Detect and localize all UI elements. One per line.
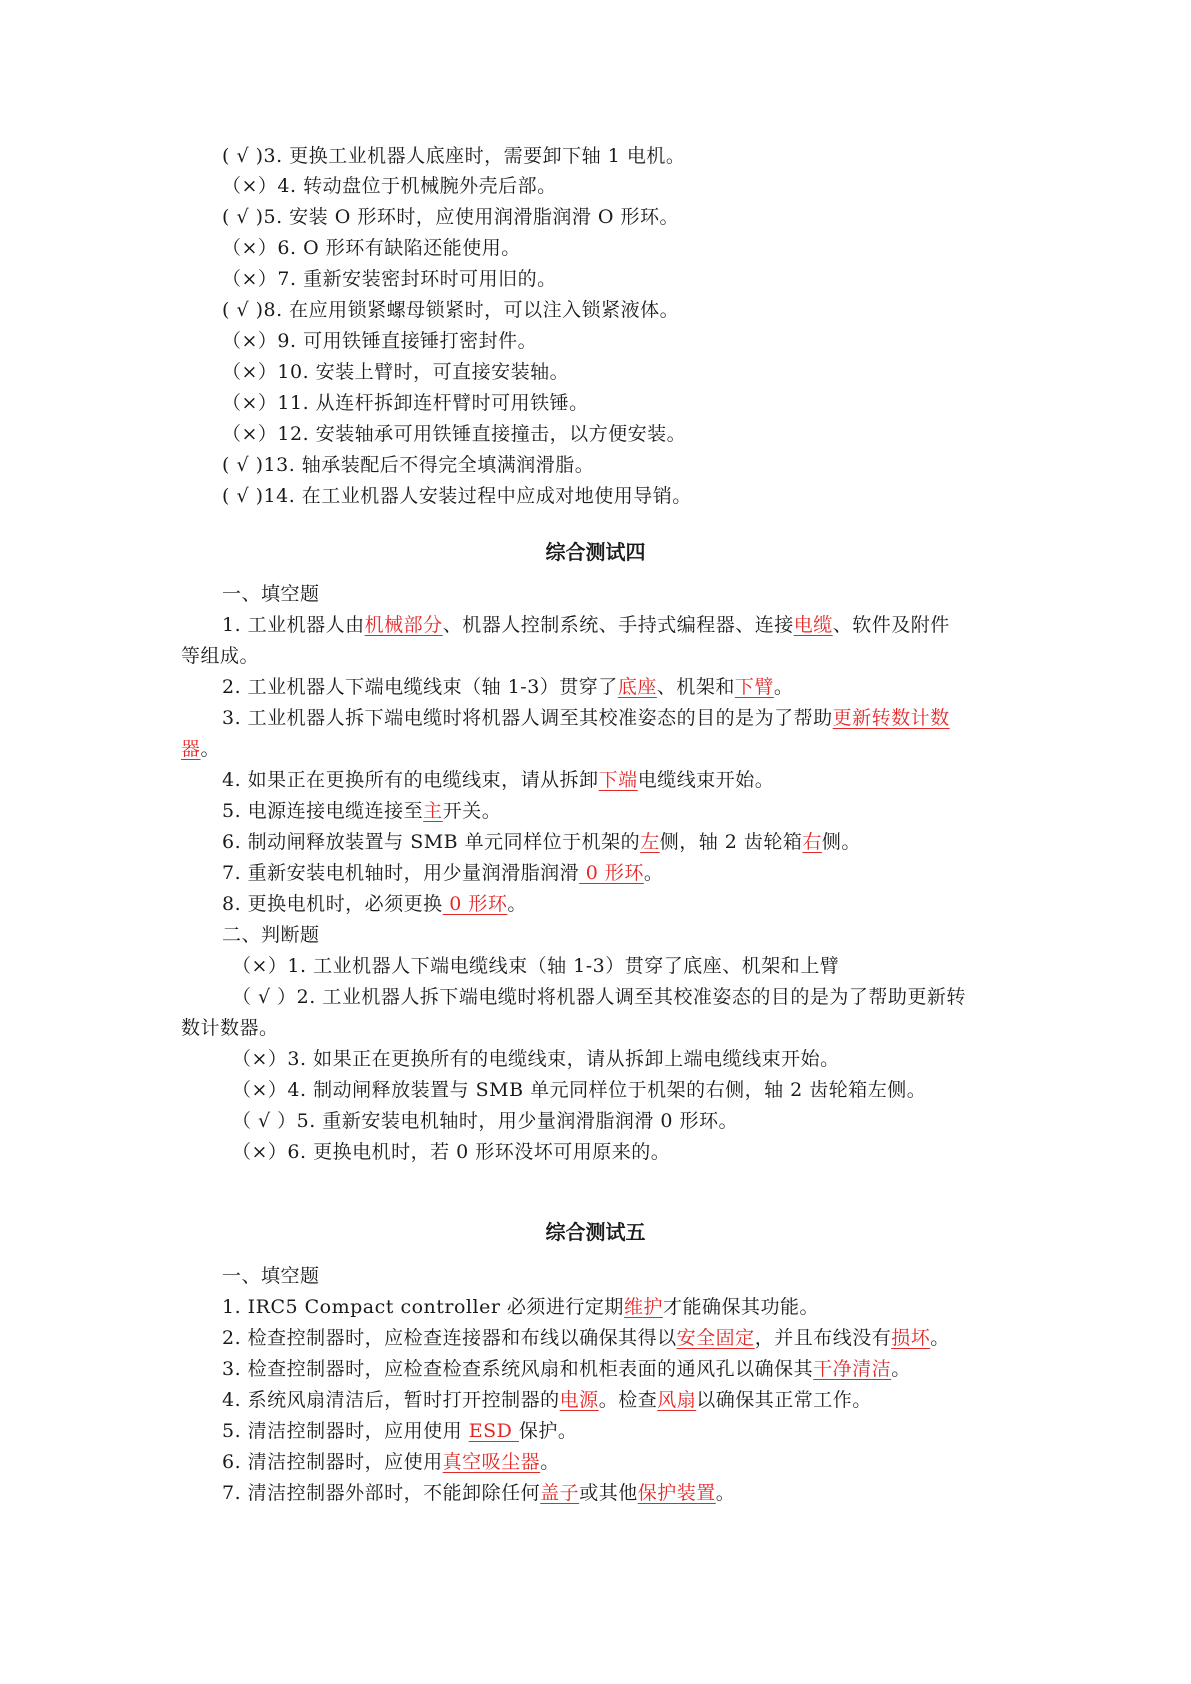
line-text: 侧。: [821, 831, 861, 853]
answer-text: 主: [423, 800, 443, 822]
answer-text: 损坏: [891, 1327, 931, 1349]
test4-fill-6: [222, 830, 861, 854]
line-text: （×）6. O 形环有缺陷还能使用。: [222, 237, 521, 259]
answer-text: ESD: [468, 1420, 519, 1442]
answer-text: 电源: [559, 1389, 599, 1411]
judge-item-4: [222, 174, 557, 198]
judge-item-12: [222, 422, 686, 446]
line-text: （×）4. 转动盘位于机械腕外壳后部。: [222, 175, 557, 197]
judge-item-5: [222, 205, 679, 229]
answer-text: 保护装置: [637, 1482, 716, 1504]
judge-item-13: [222, 453, 594, 477]
test4-judge-6: [232, 1140, 670, 1164]
test5-fill-1: [222, 1295, 819, 1319]
line-text: ( √ )13. 轴承装配后不得完全填满润滑脂。: [222, 454, 595, 476]
test4-fill-3: [222, 706, 950, 730]
line-text: （ √ ）2. 工业机器人拆下端电缆时将机器人调至其校准姿态的目的是为了帮助更新转: [232, 986, 966, 1008]
line-text: 8. 更换电机时，必须更换: [222, 893, 443, 915]
answer-text: 0 形环: [442, 893, 508, 915]
line-text: 。: [715, 1482, 736, 1504]
line-text: 。: [507, 893, 527, 915]
test4-fill-2: [222, 675, 793, 699]
line-text: （×）4. 制动闸释放装置与 SMB 单元同样位于机架的右侧，轴 2 齿轮箱左侧。: [232, 1079, 927, 1101]
line-text: 4. 如果正在更换所有的电缆线束，请从拆卸: [222, 769, 599, 791]
line-text: 电缆线束开始。: [637, 769, 775, 791]
test5-fill-4: [222, 1388, 872, 1412]
test5-title: 综合测试五: [545, 1220, 646, 1244]
line-text: 3. 工业机器人拆下端电缆时将机器人调至其校准姿态的目的是为了帮助: [222, 707, 833, 729]
judge-item-11: [222, 391, 589, 415]
line-text: （×）10. 安装上臂时，可直接安装轴。: [222, 361, 570, 383]
line-text: （×）9. 可用铁锤直接锤打密封件。: [222, 330, 538, 352]
test4-judge-5: [232, 1109, 738, 1133]
answer-text: 真空吸尘器: [442, 1451, 541, 1473]
test4-fill-4: [222, 768, 774, 792]
line-text: 。: [773, 676, 794, 698]
judge-item-10: [222, 360, 569, 384]
answer-text: 干净清洁: [813, 1358, 892, 1380]
line-text: （×）1. 工业机器人下端电缆线束（轴 1-3）贯穿了底座、机架和上臂: [232, 955, 840, 977]
test4-judge-2: [232, 985, 966, 1009]
line-text: 2. 工业机器人下端电缆线束（轴 1-3）贯穿了: [222, 676, 618, 698]
judge-item-8: [222, 298, 679, 322]
test5-section-fill-heading: 一、填空题: [222, 1265, 320, 1287]
line-text: ( √ )3. 更换工业机器人底座时，需要卸下轴 1 电机。: [222, 145, 686, 167]
line-text: （×）7. 重新安装密封环时可用旧的。: [222, 268, 557, 290]
judge-item-6: [222, 236, 521, 260]
line-text: （ √ ）5. 重新安装电机轴时，用少量润滑脂润滑 0 形环。: [232, 1110, 739, 1132]
line-text: 。: [930, 1327, 950, 1349]
answer-text: 下臂: [734, 676, 774, 698]
line-text: 1. 工业机器人由: [222, 614, 365, 636]
line-text: 2. 检查控制器时，应检查连接器和布线以确保其得以: [222, 1327, 677, 1349]
test4-judge-1: [232, 954, 839, 978]
line-text: 。: [540, 1451, 560, 1473]
test4-fill-5: [222, 799, 501, 823]
line-text: 5. 电源连接电缆连接至: [222, 800, 424, 822]
test4-fill-1: [222, 613, 950, 637]
line-text: （×）12. 安装轴承可用铁锤直接撞击，以方便安装。: [222, 423, 687, 445]
answer-text: 更新转数计数: [832, 707, 950, 729]
line-text: 。检查: [598, 1389, 658, 1411]
test5-fill-7: [222, 1481, 735, 1505]
line-text: 5. 清洁控制器时，应用使用: [222, 1420, 469, 1442]
answer-text: 风扇: [657, 1389, 697, 1411]
test4-judge-4: [232, 1078, 926, 1102]
test4-fill-1-cont: [181, 644, 259, 668]
answer-text: 机械部分: [364, 614, 443, 636]
answer-text: 右: [802, 831, 822, 853]
line-text: （×）6. 更换电机时，若 0 形环没坏可用原来的。: [232, 1141, 671, 1163]
line-text: 7. 重新安装电机轴时，用少量润滑脂润滑: [222, 862, 580, 884]
answer-text: 盖子: [540, 1482, 580, 1504]
line-text: 数计数器。: [181, 1017, 279, 1039]
answer-text: 维护: [623, 1296, 663, 1318]
line-text: 侧，轴 2 齿轮箱: [659, 831, 803, 853]
line-text: 、软件及附件: [832, 614, 950, 636]
test4-fill-8: [222, 892, 527, 916]
line-text: 1. IRC5 Compact controller 必须进行定期: [222, 1296, 624, 1318]
line-text: ( √ )14. 在工业机器人安装过程中应成对地使用导销。: [222, 485, 692, 507]
answer-text: 0 形环: [579, 862, 644, 884]
line-text: 保护。: [518, 1420, 578, 1442]
judge-item-7: [222, 267, 557, 291]
answer-text: 左: [640, 831, 660, 853]
test4-section-judge-heading: 二、判断题: [222, 924, 320, 946]
line-text: （×）11. 从连杆拆卸连杆臂时可用铁锤。: [222, 392, 589, 414]
test4-section-fill-heading: 一、填空题: [222, 583, 320, 605]
answer-text: 底座: [617, 676, 657, 698]
test4-judge-2-cont: [181, 1016, 279, 1040]
line-text: 。: [200, 738, 221, 760]
test4-title: 综合测试四: [545, 540, 646, 564]
judge-item-14: [222, 484, 692, 508]
judge-item-3: [222, 144, 685, 168]
answer-text: 安全固定: [676, 1327, 755, 1349]
judge-item-9: [222, 329, 537, 353]
line-text: 4. 系统风扇清洁后，暂时打开控制器的: [222, 1389, 560, 1411]
line-text: 7. 清洁控制器外部时，不能卸除任何: [222, 1482, 541, 1504]
line-text: 或其他: [579, 1482, 638, 1504]
answer-text: 下端: [598, 769, 638, 791]
line-text: 。: [643, 862, 664, 884]
line-text: 6. 制动闸释放装置与 SMB 单元同样位于机架的: [222, 831, 641, 853]
line-text: 、机架和: [656, 676, 735, 698]
test4-fill-7: [222, 861, 663, 885]
line-text: （×）3. 如果正在更换所有的电缆线束，请从拆卸上端电缆线束开始。: [232, 1048, 840, 1070]
line-text: 6. 清洁控制器时，应使用: [222, 1451, 443, 1473]
line-text: 3. 检查控制器时，应检查检查系统风扇和机柜表面的通风孔以确保其: [222, 1358, 814, 1380]
test5-fill-3: [222, 1357, 911, 1381]
line-text: 才能确保其功能。: [662, 1296, 819, 1318]
test5-fill-6: [222, 1450, 560, 1474]
test5-fill-2: [222, 1326, 950, 1350]
test4-fill-3-cont: [181, 737, 220, 761]
line-text: 等组成。: [181, 645, 260, 667]
line-text: ( √ )5. 安装 O 形环时，应使用润滑脂润滑 O 形环。: [222, 206, 679, 228]
line-text: ，并且布线没有: [754, 1327, 892, 1349]
answer-text: 电缆: [793, 614, 833, 636]
line-text: 、机器人控制系统、手持式编程器、连接: [442, 614, 794, 636]
test5-fill-5: [222, 1419, 577, 1443]
line-text: 开关。: [442, 800, 502, 822]
answer-text: 器: [181, 738, 201, 760]
test4-judge-3: [232, 1047, 840, 1071]
line-text: 以确保其正常工作。: [696, 1389, 872, 1411]
line-text: ( √ )8. 在应用锁紧螺母锁紧时，可以注入锁紧液体。: [222, 299, 680, 321]
line-text: 。: [891, 1358, 911, 1380]
